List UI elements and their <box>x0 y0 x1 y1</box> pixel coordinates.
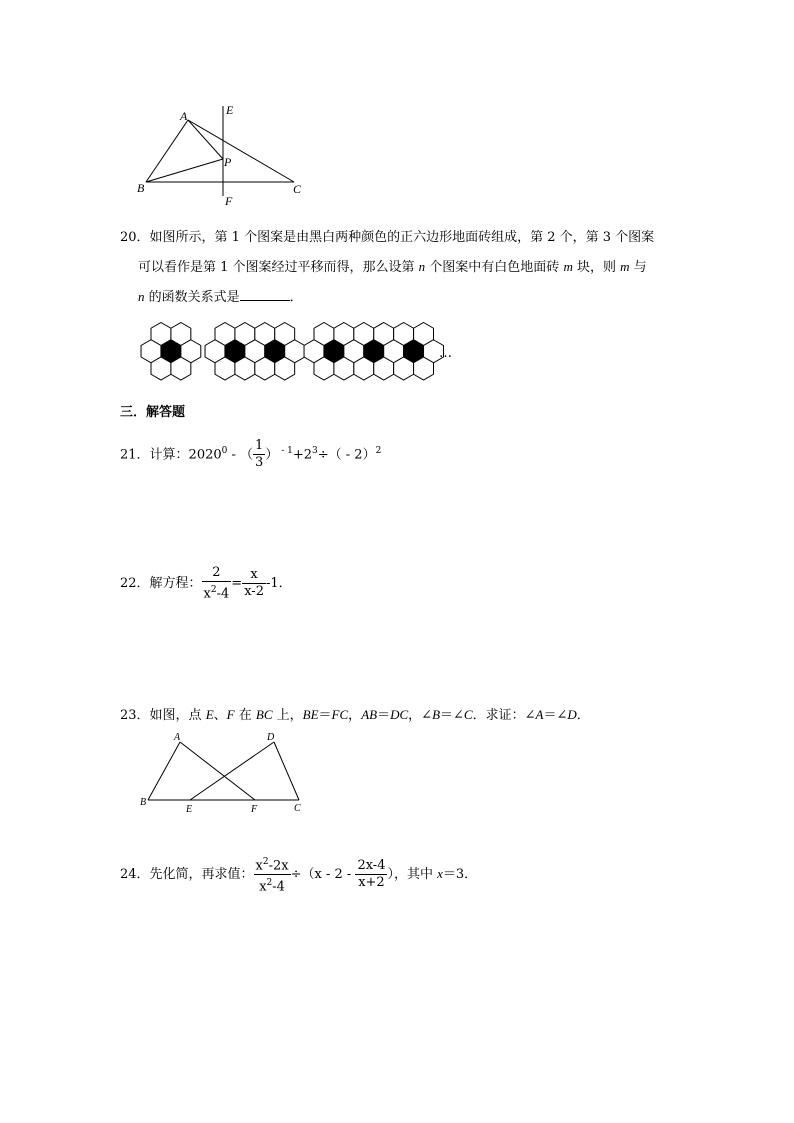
plus-two: +2 <box>292 447 313 463</box>
fraction-denominator <box>202 582 232 602</box>
q23-fc: FC <box>331 707 349 722</box>
q23-text-a: 23．如图，点 <box>120 708 206 723</box>
question-21 <box>120 434 381 472</box>
question-20-end: ． <box>289 290 303 305</box>
q23-eq3: ＝∠ <box>440 708 464 723</box>
exponent-2: 2 <box>375 446 382 456</box>
close-paren-where: ），其中 <box>387 867 438 882</box>
exponent-neg-1: - 1 <box>278 446 293 456</box>
label-d: D <box>267 732 275 743</box>
fraction-numerator: 2x-4 <box>357 858 386 873</box>
segment-ab <box>148 742 180 800</box>
fraction-x2-2x-over-x2-4 <box>254 854 291 896</box>
fraction-denominator: x+2 <box>358 875 385 890</box>
fraction-denominator: 3 <box>255 455 264 471</box>
num-exponent: 2 <box>262 856 269 867</box>
hex-pattern-1 <box>141 323 201 381</box>
question-20-number: 20． <box>120 230 150 245</box>
question-20-line-2 <box>138 258 647 277</box>
fraction-2-over-x2-4 <box>202 565 232 602</box>
minus-one: -1． <box>265 576 292 591</box>
question-21-prefix: 21．计算：2020 <box>120 447 222 463</box>
white-hex-tile <box>414 357 434 380</box>
hex-pattern-2 <box>205 323 305 381</box>
den-x: x <box>203 586 211 602</box>
q23-sep: 、 <box>213 708 227 723</box>
white-hex-tile <box>334 357 354 380</box>
question-20-text-2b: 个图案中有白色地面砖 <box>425 260 564 275</box>
fraction-numerator <box>254 854 291 875</box>
question-24-prefix: 24．先化简，再求值： <box>120 867 254 882</box>
label-e: E <box>186 804 193 815</box>
white-hex-tile <box>394 357 414 380</box>
segment-bp <box>146 159 223 182</box>
white-hex-tile <box>354 357 374 380</box>
question-22-prefix: 22．解方程： <box>120 576 202 591</box>
exponent-0: 0 <box>221 446 228 456</box>
question-20-text-2a: 可以看作是第 1 个图案经过平移而得，那么设第 <box>138 260 419 275</box>
den-minus-4: -4 <box>216 586 230 602</box>
divide-neg-two: ÷（ - 2） <box>317 447 376 463</box>
white-hex-tile <box>151 357 171 380</box>
q23-bc: BC <box>255 707 273 722</box>
den-exponent: 2 <box>266 878 273 888</box>
variable-n: n <box>418 259 426 274</box>
white-hex-tile <box>314 357 334 380</box>
q23-eq1: ＝ <box>318 708 332 723</box>
white-hex-tile <box>275 357 295 380</box>
white-hex-tile <box>255 357 275 380</box>
label-c: C <box>293 182 302 196</box>
q23-a: A <box>535 707 544 722</box>
q23-dc: DC <box>390 707 409 722</box>
segment-dc <box>274 742 299 800</box>
q23-c: C <box>463 707 473 722</box>
fraction-denominator <box>254 875 291 895</box>
q23-text-c: 上， <box>272 708 303 723</box>
question-22 <box>120 564 292 604</box>
section-heading: 三．解答题 <box>120 405 186 420</box>
segment-de <box>190 742 274 800</box>
q23-eq4: ＝∠ <box>543 708 568 723</box>
q23-be: BE <box>302 707 319 722</box>
q23-end: ． <box>576 708 590 723</box>
question-20-line-1 <box>120 229 654 247</box>
segment-af <box>180 742 255 800</box>
q23-text-d: ．求证：∠ <box>472 708 536 723</box>
question-24 <box>120 853 477 896</box>
num-x: x <box>255 858 263 873</box>
white-hex-tile <box>171 357 191 380</box>
fraction-numerator: x <box>242 567 266 584</box>
segment-ap <box>188 120 223 159</box>
hex-pattern-3 <box>304 323 443 381</box>
fraction-denominator: x-2 <box>244 584 264 599</box>
fraction-one-third <box>253 438 265 471</box>
variable-m-2: m <box>620 259 630 274</box>
label-f: F <box>251 804 258 815</box>
question-20-text-2d: 与 <box>629 260 647 275</box>
question-20-text-2c: 块，则 <box>572 260 621 275</box>
den-minus-4: -4 <box>272 879 285 895</box>
den-exponent: 2 <box>210 584 217 595</box>
fraction-numerator: 2 <box>202 565 232 582</box>
crossed-triangles-figure-23 <box>136 730 316 818</box>
fraction-x-over-x-2 <box>242 567 266 600</box>
value-three: ＝3． <box>442 867 478 882</box>
label-p: P <box>224 155 232 169</box>
close-paren: ） <box>265 447 279 463</box>
num-minus-2x: -2x <box>268 858 289 873</box>
triangle-figure-19 <box>130 100 310 212</box>
segment-ab <box>146 120 188 182</box>
den-x: x <box>259 879 267 895</box>
q23-e: E <box>205 707 214 722</box>
ellipsis: … <box>439 346 452 361</box>
divide-expression: ÷（x - 2 - <box>290 867 356 882</box>
q23-text-b: 在 <box>234 708 256 723</box>
variable-x: x <box>437 866 443 881</box>
label-a: A <box>174 732 181 743</box>
label-f: F <box>225 194 233 208</box>
label-b: B <box>140 797 147 808</box>
q23-d: D <box>567 707 577 722</box>
question-21-mid: - （ <box>227 447 254 463</box>
fraction-numerator: 1 <box>255 438 264 454</box>
q23-eq2: ＝ <box>377 708 391 723</box>
q23-comma1: ， <box>348 708 362 723</box>
question-20-line-3 <box>138 288 303 307</box>
label-a: A <box>180 109 188 123</box>
fraction-2x-4-over-x-2 <box>355 858 387 891</box>
variable-m: m <box>563 259 573 274</box>
question-23 <box>120 706 590 725</box>
question-20-text-3: 的函数关系式是 <box>144 290 240 305</box>
label-b: B <box>137 181 145 195</box>
label-c: C <box>294 803 301 814</box>
label-e: E <box>226 103 234 117</box>
exponent-3: 3 <box>312 446 318 456</box>
equals-sign: = <box>231 576 243 591</box>
q23-f: F <box>226 707 235 722</box>
segment-ac <box>188 120 294 182</box>
white-hex-tile <box>235 357 255 380</box>
hexagon-patterns <box>138 322 458 386</box>
answer-blank <box>240 288 290 301</box>
white-hex-tile <box>374 357 394 380</box>
q23-comma2: ，∠ <box>408 708 433 723</box>
white-hex-tile <box>215 357 235 380</box>
variable-n-2: n <box>138 289 145 304</box>
q23-b: B <box>432 707 441 722</box>
question-20-text-1: 如图所示，第 1 个图案是由黑白两种颜色的正六边形地面砖组成，第 2 个，第 3 个图案 <box>149 230 655 245</box>
q23-ab: AB <box>361 707 378 722</box>
